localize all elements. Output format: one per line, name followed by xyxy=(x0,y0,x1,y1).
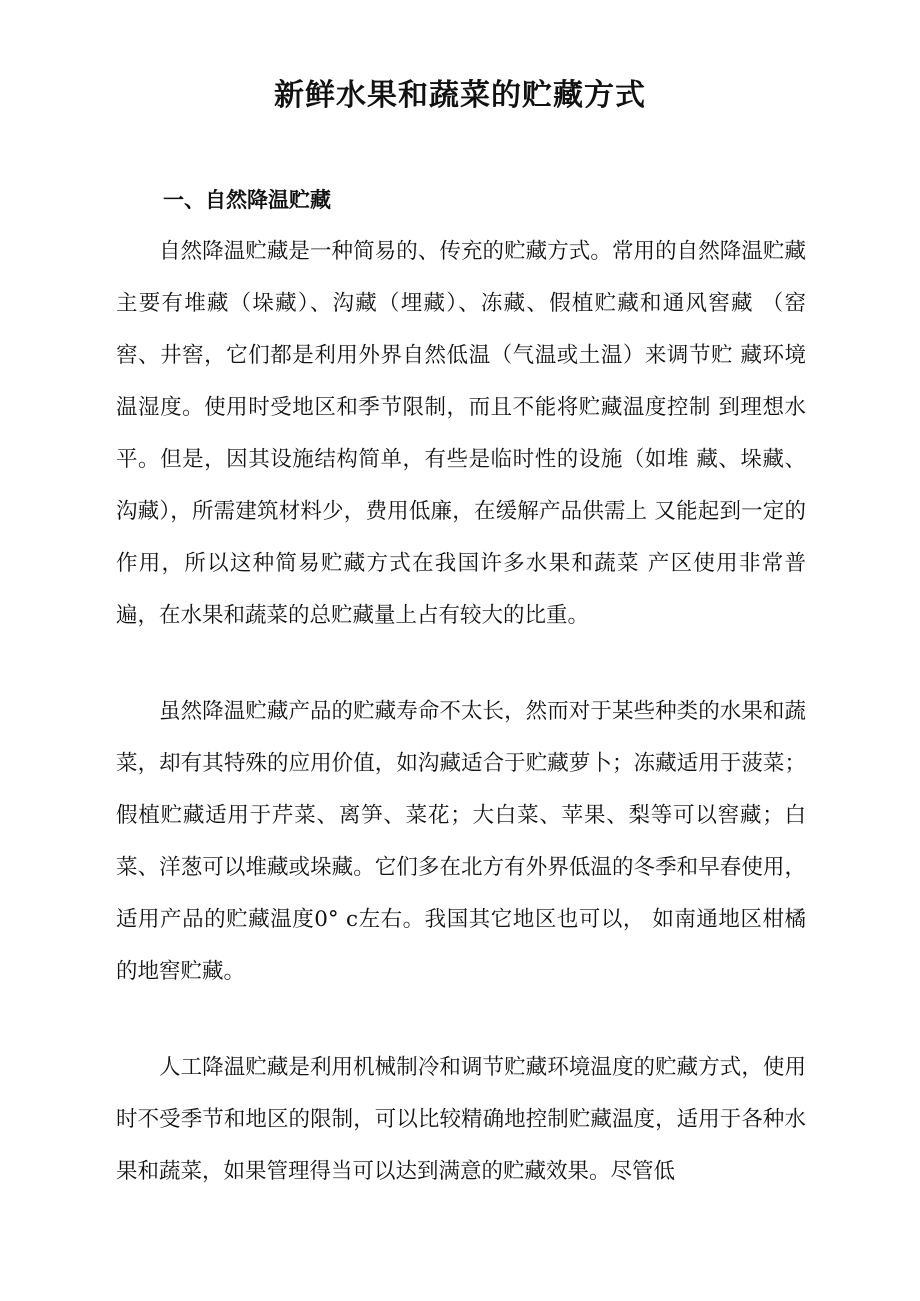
section-heading: 一、自然降温贮藏 xyxy=(163,187,331,212)
paragraph-natural-cooling: 自然降温贮藏是一种简易的、传充的贮藏方式。常用的自然降温贮藏主要有堆藏（垛藏）、沟藏（埋藏）、冻藏、假植贮藏和通风窖藏 （窑窖、井窖，它们都是利用外界自然低温（气温或土温）来调节贮 藏环境温湿度。使用时受地区和季节限制，而且不能将贮藏温度控制 到理想水平。但是，因其设施结构简单，有些是临时性的设施（如堆 藏、垛藏、沟藏），所需建筑材料少，费用低廉，在缓解产品供需上 又能起到一定的作用，所以这种简易贮藏方式在我国许多水果和蔬菜 产区使用非常普遍，在水果和蔬菜的总贮藏量上占有较大的比重。 xyxy=(116,239,806,628)
paragraph-applications: 虽然降温贮藏产品的贮藏寿命不太长，然而对于某些种类的水果和蔬菜，却有其特殊的应用价值，如沟藏适合于贮藏萝卜；冻藏适用于菠菜；假植贮藏适用于芹菜、离笋、菜花；大白菜、苹果、梨等可以窖藏；白菜、洋葱可以堆藏或垛藏。它们多在北方有外界低温的冬季和早春使用，适用产品的贮藏温度0° c左右。我国其它地区也可以， 如南通地区柑橘的地窖贮藏。 xyxy=(116,699,806,984)
paragraph-artificial-cooling: 人工降温贮藏是利用机械制冷和调节贮藏环境温度的贮藏方式，使用时不受季节和地区的限制，可以比较精确地控制贮藏温度，适用于各种水果和蔬菜，如果管理得当可以达到满意的贮藏效果。尽管低 xyxy=(116,1055,806,1184)
document-title: 新鲜水果和蔬菜的贮藏方式 xyxy=(274,78,646,113)
